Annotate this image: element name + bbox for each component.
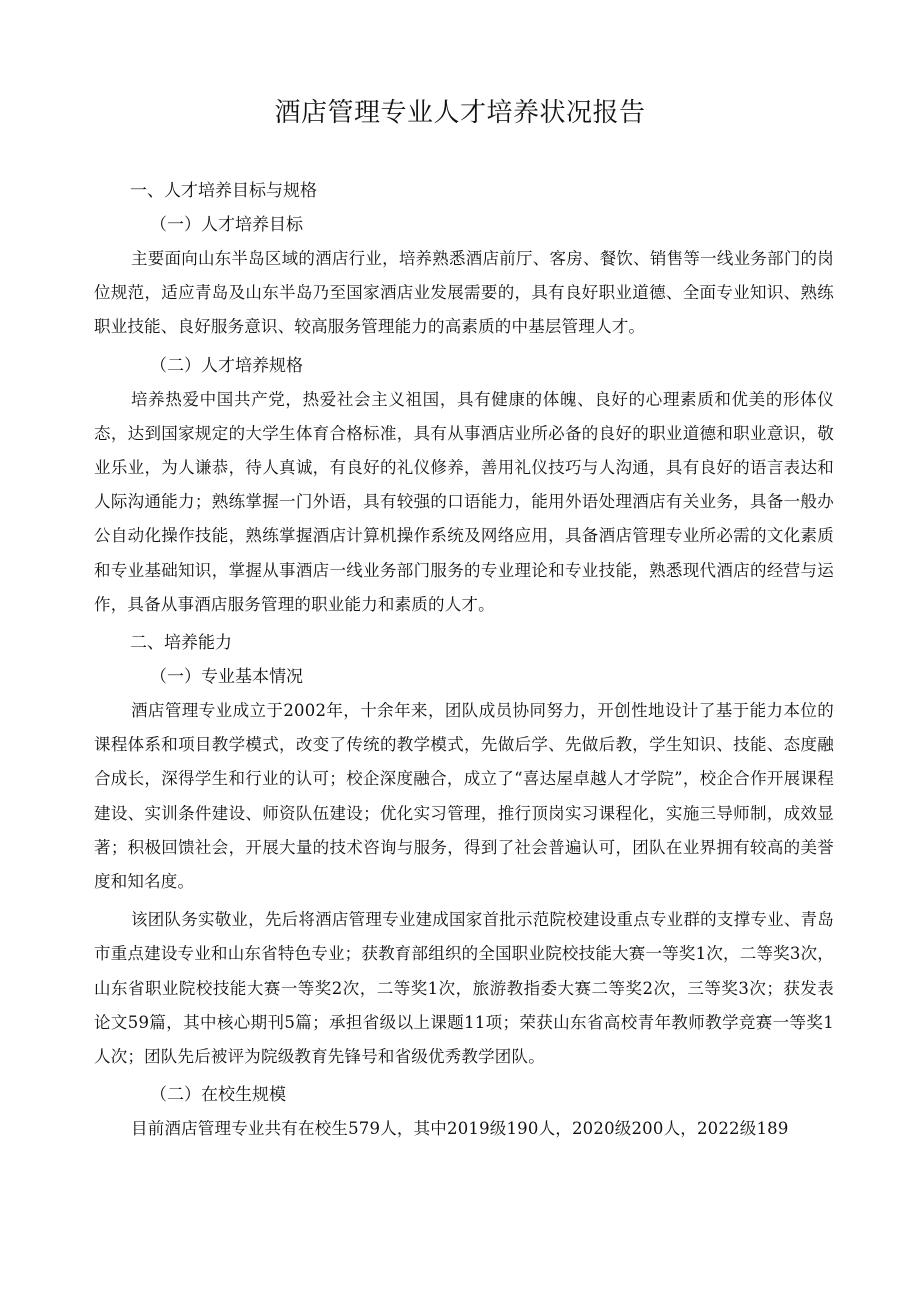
subsection-heading: （一）人才培养目标 xyxy=(150,215,303,235)
document-body xyxy=(94,174,834,1146)
paragraph: 该团队务实敬业，先后将酒店管理专业建成国家首批示范院校建设重点专业群的支撑专业、青岛市重点建设专业和山东省特色专业；获教育部组织的全国职业院校技能大赛一等奖1次，二等奖3次，山东省职业院校技能大赛一等奖2次，二等奖1次，旅游教指委大赛二等奖2次，三等奖3次；获发表论文59篇，其中核心期刊5篇；承担省级以上课题11项；荣获山东省高校青年教师教学竞赛一等奖1人次；团队先后被评为院级教育先锋号和省级优秀教学团队。 xyxy=(94,910,834,1067)
section-heading: 二、培养能力 xyxy=(130,633,232,654)
subsection-heading: （一）专业基本情况 xyxy=(150,667,303,688)
subsection-heading: （二）在校生规模 xyxy=(150,1085,286,1106)
document-title: 酒店管理专业人才培养状况报告 xyxy=(274,98,646,128)
subsection-heading: （二）人才培养规格 xyxy=(150,355,303,376)
paragraph: 主要面向山东半岛区域的酒店行业，培养熟悉酒店前厅、客房、餐饮、销售等一线业务部门的岗位规范，适应青岛及山东半岛乃至国家酒店业发展需要的，具有良好职业道德、全面专业知识、熟练职业技能、良好服务意识、较高服务管理能力的高素质的中基层管理人才。 xyxy=(94,249,834,337)
paragraph: 培养热爱中国共产党，热爱社会主义祖国，具有健康的体魄、良好的心理素质和优美的形体仪态，达到国家规定的大学生体育合格标准，具有从事酒店业所必备的良好的职业道德和职业意识，敬业乐业，为人谦恭，待人真诚，有良好的礼仪修养，善用礼仪技巧与人沟通，具有良好的语言表达和人际沟通能力；熟练掌握一门外语，具有较强的口语能力，能用外语处理酒店有关业务，具备一般办公自动化操作技能，熟练掌握酒店计算机操作系统及网络应用，具备酒店管理专业所必需的文化素质和专业基础知识，掌握从事酒店一线业务部门服务的专业理论和专业技能，熟悉现代酒店的经营与运作，具备从事酒店服务管理的职业能力和素质的人才。 xyxy=(94,389,834,614)
paragraph: 目前酒店管理专业共有在校生579人，其中2019级190人，2020级200人，2022级189 xyxy=(131,1119,789,1139)
section-heading: 一、人才培养目标与规格 xyxy=(130,181,317,201)
paragraph: 酒店管理专业成立于2002年，十余年来，团队成员协同努力，开创性地设计了基于能力本位的课程体系和项目教学模式，改变了传统的教学模式，先做后学、先做后教，学生知识、技能、态度融合成长，深得学生和行业的认可；校企深度融合，成立了“喜达屋卓越人才学院”，校企合作开展课程建设、实训条件建设、师资队伍建设；优化实习管理，推行顶岗实习课程化，实施三导师制，成效显著；积极回馈社会，开展大量的技术咨询与服务，得到了社会普遍认可，团队在业界拥有较高的美誉度和知名度。 xyxy=(94,701,834,892)
